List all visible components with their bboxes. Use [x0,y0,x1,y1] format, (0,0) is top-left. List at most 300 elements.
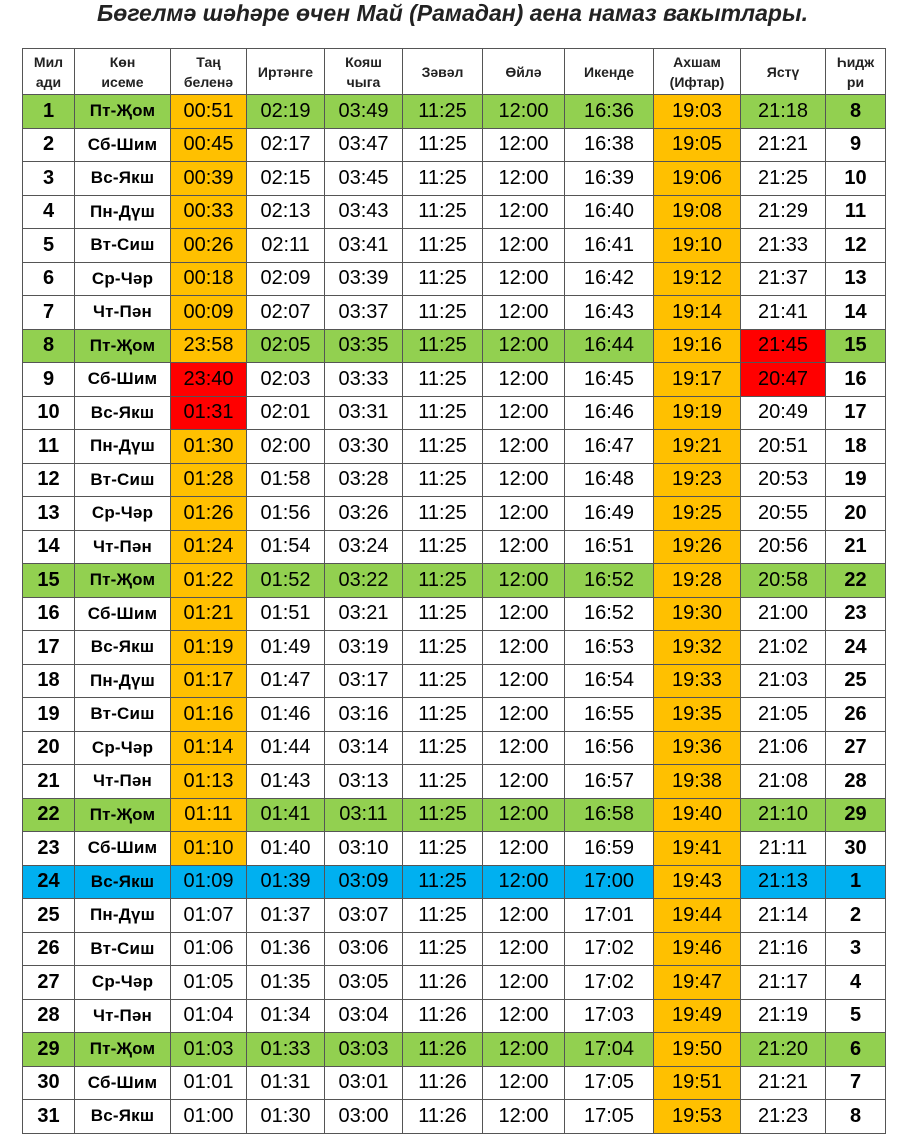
ahsham-time-cell: 19:21 [654,430,741,464]
day-number-cell: 14 [23,530,75,564]
oyla-time-cell: 12:00 [483,329,565,363]
hijri-day-cell: 26 [826,698,886,732]
day-number-cell: 31 [23,1100,75,1134]
day-name-cell: Пн-Дүш [75,664,171,698]
yastu-time-cell: 21:23 [741,1100,826,1134]
day-name-cell: Вт-Сиш [75,229,171,263]
day-number-cell: 25 [23,899,75,933]
tan-time-cell: 01:28 [171,463,247,497]
ikende-time-cell: 16:38 [565,128,654,162]
day-number-cell: 2 [23,128,75,162]
ikende-time-cell: 16:53 [565,631,654,665]
table-row [23,195,886,229]
hijri-day-cell: 3 [826,932,886,966]
header-day-line1: Мил [33,53,64,70]
oyla-time-cell: 12:00 [483,832,565,866]
zawal-time-cell: 11:25 [403,564,483,598]
day-number-cell: 10 [23,396,75,430]
oyla-time-cell: 12:00 [483,396,565,430]
ikende-time-cell: 16:59 [565,832,654,866]
zawal-time-cell: 11:25 [403,195,483,229]
tan-time-cell: 23:40 [171,363,247,397]
koyash-time-cell: 03:21 [325,597,403,631]
header-day-name-line2: исеме [101,73,144,90]
koyash-time-cell: 03:39 [325,262,403,296]
ikende-time-cell: 17:01 [565,899,654,933]
day-name-cell: Сб-Шим [75,363,171,397]
ahsham-time-cell: 19:14 [654,296,741,330]
yastu-time-cell: 21:13 [741,865,826,899]
oyla-time-cell: 12:00 [483,162,565,196]
day-name-cell: Пн-Дүш [75,195,171,229]
ahsham-time-cell: 19:43 [654,865,741,899]
header-hijri-line2: ри [846,73,865,90]
ikende-time-cell: 17:03 [565,999,654,1033]
ikende-time-cell: 16:39 [565,162,654,196]
yastu-time-cell: 21:18 [741,95,826,129]
irtange-time-cell: 02:03 [247,363,325,397]
hijri-day-cell: 9 [826,128,886,162]
oyla-time-cell: 12:00 [483,463,565,497]
yastu-time-cell: 20:51 [741,430,826,464]
ahsham-time-cell: 19:36 [654,731,741,765]
tan-time-cell: 01:04 [171,999,247,1033]
yastu-time-cell: 21:00 [741,597,826,631]
irtange-time-cell: 01:34 [247,999,325,1033]
day-number-cell: 1 [23,95,75,129]
irtange-time-cell: 02:09 [247,262,325,296]
oyla-time-cell: 12:00 [483,430,565,464]
header-dhuhr [483,49,565,95]
day-number-cell: 11 [23,430,75,464]
koyash-time-cell: 03:31 [325,396,403,430]
koyash-time-cell: 03:13 [325,765,403,799]
zawal-time-cell: 11:25 [403,128,483,162]
day-number-cell: 30 [23,1066,75,1100]
zawal-time-cell: 11:25 [403,731,483,765]
koyash-time-cell: 03:05 [325,966,403,1000]
day-name-cell: Вт-Сиш [75,932,171,966]
table-row [23,564,886,598]
yastu-time-cell: 21:08 [741,765,826,799]
day-name-cell: Вс-Якш [75,865,171,899]
koyash-time-cell: 03:09 [325,865,403,899]
table-row [23,899,886,933]
table-row [23,497,886,531]
tan-time-cell: 00:09 [171,296,247,330]
koyash-time-cell: 03:16 [325,698,403,732]
yastu-time-cell: 21:21 [741,128,826,162]
ahsham-time-cell: 19:08 [654,195,741,229]
day-name-cell: Вс-Якш [75,1100,171,1134]
day-number-cell: 18 [23,664,75,698]
ahsham-time-cell: 19:51 [654,1066,741,1100]
tan-time-cell: 01:26 [171,497,247,531]
yastu-time-cell: 20:56 [741,530,826,564]
tan-time-cell: 01:17 [171,664,247,698]
oyla-time-cell: 12:00 [483,1100,565,1134]
oyla-time-cell: 12:00 [483,899,565,933]
ahsham-time-cell: 19:23 [654,463,741,497]
oyla-time-cell: 12:00 [483,262,565,296]
zawal-time-cell: 11:25 [403,798,483,832]
irtange-time-cell: 01:58 [247,463,325,497]
ahsham-time-cell: 19:03 [654,95,741,129]
table-row [23,396,886,430]
ikende-time-cell: 17:00 [565,865,654,899]
table-body [23,95,886,1134]
hijri-day-cell: 1 [826,865,886,899]
day-number-cell: 22 [23,798,75,832]
header-day-line2: ади [35,73,62,90]
tan-time-cell: 01:31 [171,396,247,430]
table-row [23,664,886,698]
koyash-time-cell: 03:10 [325,832,403,866]
day-name-cell: Ср-Чәр [75,497,171,531]
day-name-cell: Вт-Сиш [75,463,171,497]
day-name-cell: Пн-Дүш [75,899,171,933]
koyash-time-cell: 03:35 [325,329,403,363]
day-name-cell: Чт-Пән [75,530,171,564]
ikende-time-cell: 16:49 [565,497,654,531]
yastu-time-cell: 21:16 [741,932,826,966]
yastu-time-cell: 20:58 [741,564,826,598]
irtange-time-cell: 02:15 [247,162,325,196]
koyash-time-cell: 03:19 [325,631,403,665]
irtange-time-cell: 01:43 [247,765,325,799]
hijri-day-cell: 18 [826,430,886,464]
day-name-cell: Чт-Пән [75,296,171,330]
irtange-time-cell: 01:52 [247,564,325,598]
table-row [23,832,886,866]
page-title: Бөгелмә шәһәре өчен Май (Рамадан) аена намаз вакытлары. [97,0,808,26]
irtange-time-cell: 02:07 [247,296,325,330]
day-number-cell: 12 [23,463,75,497]
ahsham-time-cell: 19:35 [654,698,741,732]
ikende-time-cell: 17:02 [565,966,654,1000]
table-row [23,430,886,464]
day-number-cell: 4 [23,195,75,229]
table-row [23,296,886,330]
koyash-time-cell: 03:01 [325,1066,403,1100]
day-name-cell: Пт-Җом [75,798,171,832]
day-name-cell: Сб-Шим [75,128,171,162]
yastu-time-cell: 20:55 [741,497,826,531]
table-row [23,932,886,966]
koyash-time-cell: 03:41 [325,229,403,263]
oyla-time-cell: 12:00 [483,664,565,698]
tan-time-cell: 01:09 [171,865,247,899]
koyash-time-cell: 03:22 [325,564,403,598]
tan-time-cell: 00:18 [171,262,247,296]
table-row [23,128,886,162]
hijri-day-cell: 8 [826,95,886,129]
hijri-day-cell: 20 [826,497,886,531]
hijri-day-cell: 12 [826,229,886,263]
day-number-cell: 8 [23,329,75,363]
header-sunrise [325,49,403,95]
oyla-time-cell: 12:00 [483,195,565,229]
ahsham-time-cell: 19:38 [654,765,741,799]
day-number-cell: 7 [23,296,75,330]
day-name-cell: Ср-Чәр [75,262,171,296]
day-number-cell: 23 [23,832,75,866]
zawal-time-cell: 11:26 [403,999,483,1033]
ikende-time-cell: 16:44 [565,329,654,363]
oyla-time-cell: 12:00 [483,1066,565,1100]
irtange-time-cell: 01:47 [247,664,325,698]
zawal-time-cell: 11:25 [403,530,483,564]
ahsham-time-cell: 19:41 [654,832,741,866]
header-dhuhr-line1: Өйлә [505,63,542,80]
ikende-time-cell: 16:45 [565,363,654,397]
day-name-cell: Сб-Шим [75,1066,171,1100]
header-maghrib-line2: (Ифтар) [669,73,725,90]
yastu-time-cell: 21:45 [741,329,826,363]
zawal-time-cell: 11:25 [403,430,483,464]
irtange-time-cell: 01:39 [247,865,325,899]
hijri-day-cell: 15 [826,329,886,363]
tan-time-cell: 01:05 [171,966,247,1000]
zawal-time-cell: 11:25 [403,95,483,129]
irtange-time-cell: 01:44 [247,731,325,765]
table-row [23,1066,886,1100]
tan-time-cell: 01:21 [171,597,247,631]
oyla-time-cell: 12:00 [483,731,565,765]
hijri-day-cell: 30 [826,832,886,866]
zawal-time-cell: 11:25 [403,363,483,397]
zawal-time-cell: 11:26 [403,1066,483,1100]
yastu-time-cell: 21:05 [741,698,826,732]
day-number-cell: 27 [23,966,75,1000]
tan-time-cell: 00:39 [171,162,247,196]
oyla-time-cell: 12:00 [483,865,565,899]
ahsham-time-cell: 19:32 [654,631,741,665]
header-maghrib [654,49,741,95]
table-row [23,463,886,497]
day-number-cell: 6 [23,262,75,296]
oyla-time-cell: 12:00 [483,932,565,966]
day-name-cell: Пт-Җом [75,329,171,363]
zawal-time-cell: 11:25 [403,296,483,330]
day-name-cell: Сб-Шим [75,832,171,866]
ikende-time-cell: 16:48 [565,463,654,497]
day-name-cell: Вс-Якш [75,631,171,665]
day-number-cell: 19 [23,698,75,732]
day-number-cell: 26 [23,932,75,966]
day-number-cell: 5 [23,229,75,263]
header-asr [565,49,654,95]
koyash-time-cell: 03:49 [325,95,403,129]
tan-time-cell: 01:16 [171,698,247,732]
zawal-time-cell: 11:25 [403,832,483,866]
yastu-time-cell: 21:14 [741,899,826,933]
tan-time-cell: 01:10 [171,832,247,866]
ahsham-time-cell: 19:10 [654,229,741,263]
header-day-name [75,49,171,95]
oyla-time-cell: 12:00 [483,798,565,832]
irtange-time-cell: 02:05 [247,329,325,363]
hijri-day-cell: 19 [826,463,886,497]
hijri-day-cell: 8 [826,1100,886,1134]
oyla-time-cell: 12:00 [483,765,565,799]
hijri-day-cell: 28 [826,765,886,799]
zawal-time-cell: 11:25 [403,262,483,296]
ikende-time-cell: 16:47 [565,430,654,464]
koyash-time-cell: 03:03 [325,1033,403,1067]
ikende-time-cell: 16:57 [565,765,654,799]
oyla-time-cell: 12:00 [483,530,565,564]
yastu-time-cell: 21:06 [741,731,826,765]
table-row [23,731,886,765]
header-sunrise-line1: Кояш [345,53,382,70]
oyla-time-cell: 12:00 [483,631,565,665]
zawal-time-cell: 11:25 [403,932,483,966]
koyash-time-cell: 03:14 [325,731,403,765]
table-row [23,966,886,1000]
zawal-time-cell: 11:26 [403,1100,483,1134]
oyla-time-cell: 12:00 [483,564,565,598]
day-number-cell: 28 [23,999,75,1033]
hijri-day-cell: 14 [826,296,886,330]
koyash-time-cell: 03:11 [325,798,403,832]
table-row [23,1100,886,1134]
day-number-cell: 21 [23,765,75,799]
day-number-cell: 16 [23,597,75,631]
header-maghrib-line1: Ахшам [673,53,721,70]
koyash-time-cell: 03:45 [325,162,403,196]
tan-time-cell: 01:19 [171,631,247,665]
oyla-time-cell: 12:00 [483,999,565,1033]
irtange-time-cell: 01:36 [247,932,325,966]
yastu-time-cell: 21:03 [741,664,826,698]
hijri-day-cell: 4 [826,966,886,1000]
tan-time-cell: 01:11 [171,798,247,832]
header-asr-line1: Икенде [584,63,634,80]
day-name-cell: Вт-Сиш [75,698,171,732]
irtange-time-cell: 02:17 [247,128,325,162]
table-row [23,765,886,799]
header-isha [741,49,826,95]
zawal-time-cell: 11:25 [403,497,483,531]
zawal-time-cell: 11:25 [403,463,483,497]
ikende-time-cell: 16:41 [565,229,654,263]
header-fajr [171,49,247,95]
ikende-time-cell: 16:36 [565,95,654,129]
irtange-time-cell: 01:30 [247,1100,325,1134]
koyash-time-cell: 03:47 [325,128,403,162]
yastu-time-cell: 21:25 [741,162,826,196]
koyash-time-cell: 03:43 [325,195,403,229]
irtange-time-cell: 01:54 [247,530,325,564]
ahsham-time-cell: 19:44 [654,899,741,933]
day-number-cell: 9 [23,363,75,397]
koyash-time-cell: 03:28 [325,463,403,497]
hijri-day-cell: 7 [826,1066,886,1100]
tan-time-cell: 01:14 [171,731,247,765]
ikende-time-cell: 16:54 [565,664,654,698]
ahsham-time-cell: 19:53 [654,1100,741,1134]
koyash-time-cell: 03:00 [325,1100,403,1134]
hijri-day-cell: 21 [826,530,886,564]
oyla-time-cell: 12:00 [483,497,565,531]
zawal-time-cell: 11:25 [403,329,483,363]
day-number-cell: 24 [23,865,75,899]
day-name-cell: Чт-Пән [75,999,171,1033]
ikende-time-cell: 16:43 [565,296,654,330]
zawal-time-cell: 11:25 [403,162,483,196]
ikende-time-cell: 17:02 [565,932,654,966]
tan-time-cell: 01:22 [171,564,247,598]
irtange-time-cell: 02:13 [247,195,325,229]
ahsham-time-cell: 19:30 [654,597,741,631]
header-sunrise-line2: чыга [346,73,381,90]
hijri-day-cell: 2 [826,899,886,933]
day-name-cell: Пт-Җом [75,95,171,129]
irtange-time-cell: 01:56 [247,497,325,531]
day-name-cell: Вс-Якш [75,162,171,196]
zawal-time-cell: 11:25 [403,865,483,899]
ikende-time-cell: 16:55 [565,698,654,732]
hijri-day-cell: 13 [826,262,886,296]
table-row [23,798,886,832]
day-name-cell: Чт-Пән [75,765,171,799]
table-row [23,999,886,1033]
koyash-time-cell: 03:17 [325,664,403,698]
yastu-time-cell: 21:21 [741,1066,826,1100]
koyash-time-cell: 03:30 [325,430,403,464]
irtange-time-cell: 01:46 [247,698,325,732]
tan-time-cell: 00:26 [171,229,247,263]
ahsham-time-cell: 19:46 [654,932,741,966]
header-day-name-line1: Көн [109,53,136,70]
prayer-times-table [22,48,886,1134]
yastu-time-cell: 21:41 [741,296,826,330]
koyash-time-cell: 03:07 [325,899,403,933]
ahsham-time-cell: 19:40 [654,798,741,832]
day-name-cell: Вс-Якш [75,396,171,430]
tan-time-cell: 01:07 [171,899,247,933]
header-fajr-line2: беленә [183,73,234,90]
hijri-day-cell: 25 [826,664,886,698]
header-day [23,49,75,95]
day-name-cell: Сб-Шим [75,597,171,631]
table-row [23,363,886,397]
ahsham-time-cell: 19:17 [654,363,741,397]
zawal-time-cell: 11:25 [403,765,483,799]
koyash-time-cell: 03:37 [325,296,403,330]
day-number-cell: 20 [23,731,75,765]
ahsham-time-cell: 19:25 [654,497,741,531]
hijri-day-cell: 16 [826,363,886,397]
ikende-time-cell: 16:52 [565,597,654,631]
ikende-time-cell: 16:42 [565,262,654,296]
ikende-time-cell: 16:40 [565,195,654,229]
tan-time-cell: 01:06 [171,932,247,966]
irtange-time-cell: 01:51 [247,597,325,631]
header-fajr-line1: Таң [196,53,221,70]
tan-time-cell: 00:51 [171,95,247,129]
ikende-time-cell: 16:52 [565,564,654,598]
hijri-day-cell: 10 [826,162,886,196]
day-name-cell: Пт-Җом [75,1033,171,1067]
ahsham-time-cell: 19:12 [654,262,741,296]
oyla-time-cell: 12:00 [483,698,565,732]
yastu-time-cell: 21:02 [741,631,826,665]
table-row [23,631,886,665]
koyash-time-cell: 03:26 [325,497,403,531]
table-row [23,329,886,363]
